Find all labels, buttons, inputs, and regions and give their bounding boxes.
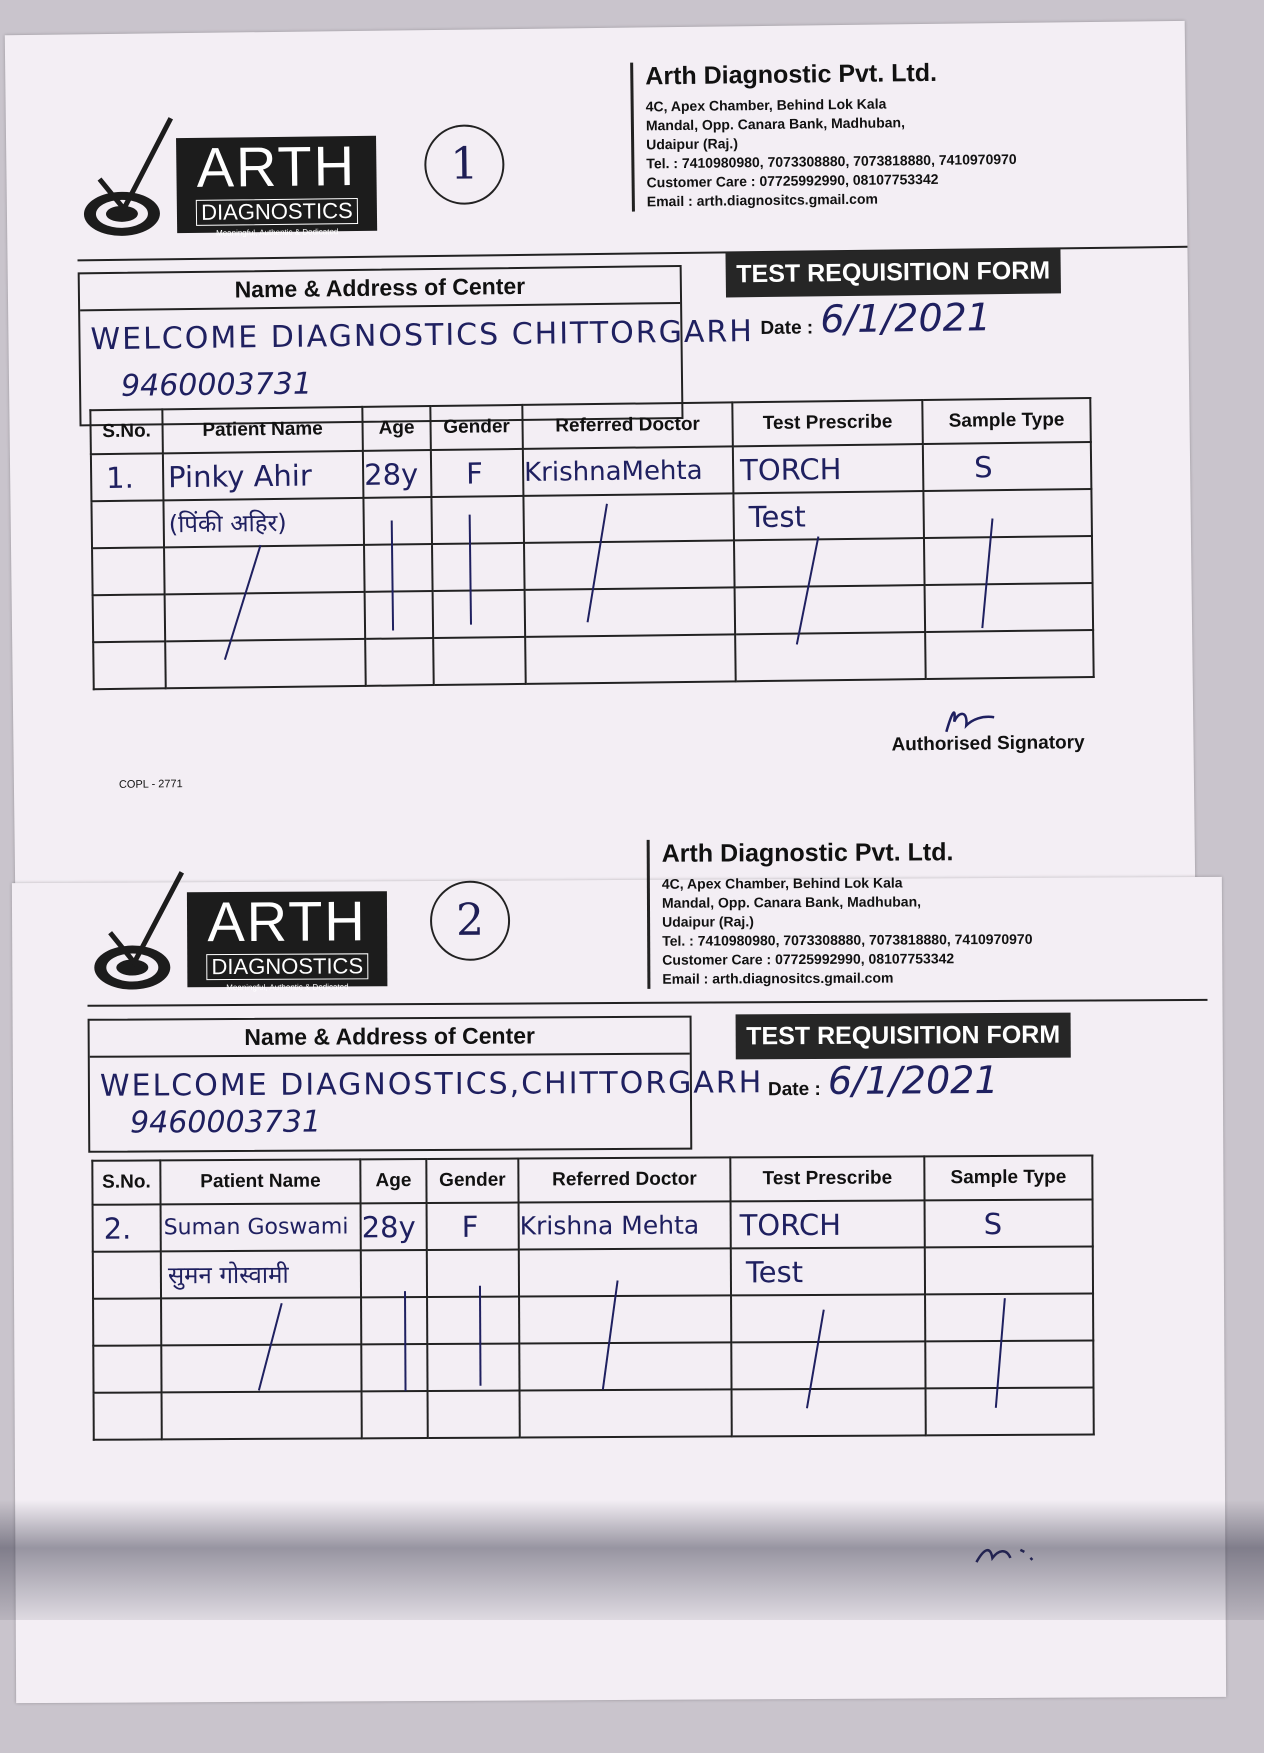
date-label: Date : <box>767 1078 821 1101</box>
date-value: 6/1/2021 <box>827 1058 999 1103</box>
center-heading: Name & Address of Center <box>80 267 680 311</box>
form-number: 1 <box>424 124 505 205</box>
row-referred-doctor: KrishnaMehta <box>523 455 703 488</box>
company-email: Email : arth.diagnositcs.gmail.com <box>662 969 894 987</box>
table-row <box>93 1341 1093 1393</box>
arth-logo <box>81 106 383 240</box>
col-sno: S.No. <box>90 409 163 454</box>
patient-table <box>91 1155 1094 1441</box>
center-name: WELCOME DIAGNOSTICS,CHITTORGARH <box>99 1065 764 1104</box>
row-age: 28y <box>363 456 419 492</box>
col-sample-type: Sample Type <box>924 1156 1092 1201</box>
date-label: Date : <box>760 317 814 340</box>
form-number: 2 <box>430 881 510 961</box>
date-value: 6/1/2021 <box>820 295 992 342</box>
table-header-row <box>92 1156 1092 1205</box>
col-age: Age <box>360 1159 426 1203</box>
company-tel: Tel. : 7410980980, 7073308880, 7073818880, 7410970970 <box>662 930 1033 949</box>
col-sno: S.No. <box>92 1160 160 1204</box>
logo-sub: DIAGNOSTICS <box>196 198 358 226</box>
target-check-icon <box>92 862 193 993</box>
company-address-2: Mandal, Opp. Canara Bank, Madhuban, <box>645 114 906 134</box>
patient-table <box>89 397 1094 690</box>
center-phone: 9460003731 <box>120 366 313 404</box>
row-test-line2: Test <box>748 498 807 534</box>
target-check-icon <box>81 108 183 239</box>
logo-tagline: Meaningful, Authentic & Dedicated <box>215 227 339 238</box>
row-referred-doctor: Krishna Mehta <box>519 1210 700 1241</box>
company-name: Arth Diagnostic Pvt. Ltd. <box>661 838 954 868</box>
authorised-signatory: Authorised Signatory <box>891 732 1085 756</box>
table-row <box>93 1200 1093 1252</box>
col-test-prescribe: Test Prescribe <box>730 1156 924 1201</box>
table-row <box>93 1294 1093 1346</box>
col-referred-doctor: Referred Doctor <box>522 402 733 449</box>
center-name: WELCOME DIAGNOSTICS CHITTORGARH <box>90 314 755 358</box>
row-gender: F <box>465 455 484 491</box>
row-test-line2: Test <box>745 1254 804 1289</box>
company-address-3: Udaipur (Raj.) <box>646 135 739 153</box>
company-address-1: 4C, Apex Chamber, Behind Lok Kala <box>645 95 887 115</box>
form-title: TEST REQUISITION FORM <box>725 248 1061 297</box>
row-sample-type: S <box>983 1206 1003 1241</box>
company-customer-care: Customer Care : 07725992990, 08107753342 <box>662 950 955 968</box>
col-patient-name: Patient Name <box>162 407 363 453</box>
company-email: Email : arth.diagnositcs.gmail.com <box>646 190 878 210</box>
row-test-line1: TORCH <box>739 1207 842 1242</box>
row-gender: F <box>461 1209 479 1244</box>
requisition-form-1 <box>5 21 1195 900</box>
col-sample-type: Sample Type <box>922 398 1091 444</box>
logo-tagline: Meaningful, Authentic & Dedicated <box>226 982 349 993</box>
logo-wordmark <box>176 133 377 238</box>
copl-code: COPL - 2771 <box>118 778 183 791</box>
company-name: Arth Diagnostic Pvt. Ltd. <box>645 58 938 91</box>
row-sample-type: S <box>973 449 993 484</box>
logo-brand: ARTH <box>196 133 357 199</box>
col-test-prescribe: Test Prescribe <box>732 400 923 446</box>
table-row <box>93 1247 1093 1299</box>
arth-logo <box>92 861 393 993</box>
row-test-line1: TORCH <box>739 451 842 487</box>
company-info <box>630 56 1207 212</box>
form-title: TEST REQUISITION FORM <box>736 1013 1071 1060</box>
logo-brand: ARTH <box>207 889 367 954</box>
logo-wordmark <box>187 889 387 993</box>
col-patient-name: Patient Name <box>160 1159 360 1204</box>
row-sno: 2. <box>103 1211 132 1246</box>
logo-sub: DIAGNOSTICS <box>206 953 368 980</box>
table-row <box>94 1388 1094 1440</box>
row-patient-name-hindi: सुमन गोस्वामी <box>167 1260 289 1290</box>
col-gender: Gender <box>426 1159 518 1203</box>
company-tel: Tel. : 7410980980, 7073308880, 7073818880, 7410970970 <box>646 150 1017 172</box>
header-divider <box>87 999 1207 1007</box>
row-patient-name: Pinky Ahir <box>167 458 313 494</box>
col-gender: Gender <box>430 405 523 450</box>
row-patient-name-hindi: (पिंकी अहिर) <box>168 508 287 539</box>
center-box <box>88 1016 764 1153</box>
row-sno: 1. <box>105 460 135 495</box>
row-patient-name: Suman Goswami <box>163 1214 349 1241</box>
col-referred-doctor: Referred Doctor <box>518 1157 730 1202</box>
row-age: 28y <box>361 1209 416 1244</box>
company-info <box>647 837 1223 989</box>
company-address-3: Udaipur (Raj.) <box>662 913 754 930</box>
center-heading: Name & Address of Center <box>90 1018 690 1058</box>
company-address-1: 4C, Apex Chamber, Behind Lok Kala <box>661 874 903 892</box>
col-age: Age <box>362 406 431 451</box>
center-phone: 9460003731 <box>130 1104 322 1141</box>
scan-shadow <box>0 1500 1264 1620</box>
company-address-2: Mandal, Opp. Canara Bank, Madhuban, <box>661 893 922 911</box>
company-customer-care: Customer Care : 07725992990, 08107753342 <box>646 170 939 191</box>
